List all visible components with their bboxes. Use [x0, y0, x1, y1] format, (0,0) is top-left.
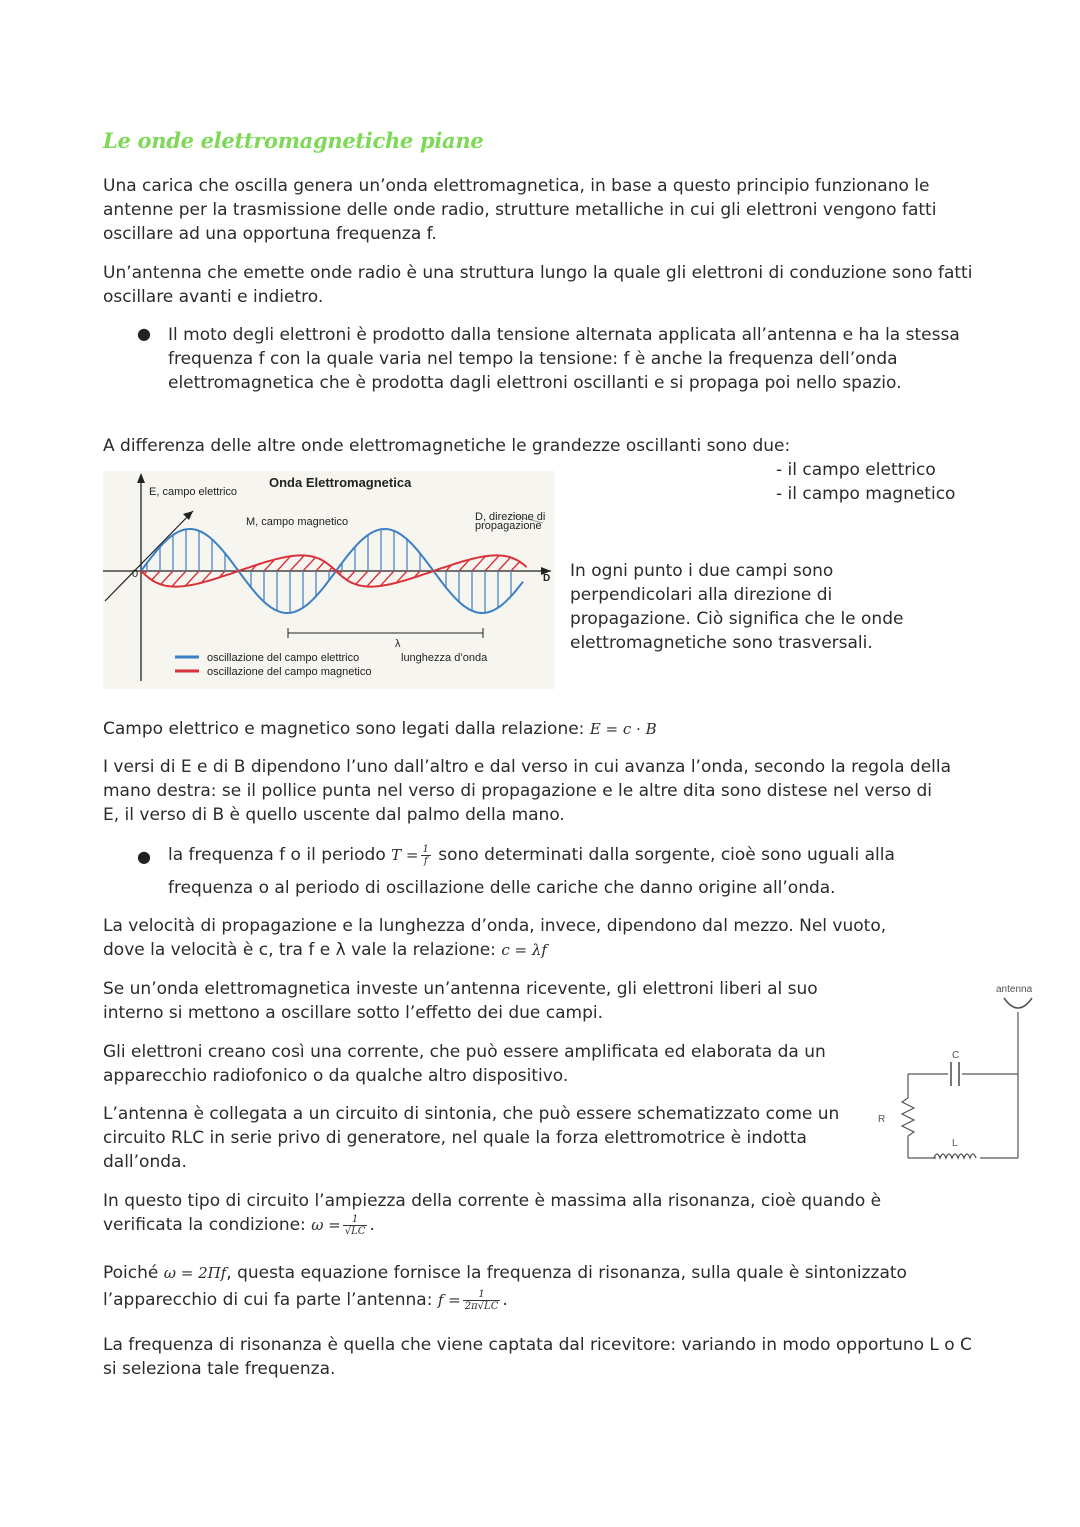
resistor-icon: [902, 1098, 914, 1136]
paragraph-right-hand: I versi di E e di B dipendono l’uno dall’altro e dal verso in cui avanza l’onda, secondo la regola della mano destra: se il pollice punta nel verso di propagazione e le altre dita sono distese nel verso di E, il verso di B è quello uscente dal palmo della mano.: [103, 757, 952, 825]
propagation-label-1: D, direzione di: [475, 511, 546, 523]
rlc-circuit-diagram: [868, 978, 1058, 1173]
omega-formula: ω =: [311, 1216, 341, 1234]
period-fraction: [421, 844, 431, 867]
bullet-frequency-line2: frequenza o al periodo di oscillazione delle cariche che danno origine all’onda.: [168, 878, 836, 898]
paragraph-speed-line1: La velocità di propagazione e la lunghezza d’onda, invece, dipendono dal mezzo. Nel vuoto,: [103, 916, 887, 936]
figure-title: Onda Elettromagnetica: [269, 475, 412, 490]
paragraph-e-cb: [103, 717, 1003, 741]
legend-m-label: oscillazione del campo magnetico: [207, 666, 372, 678]
frequency-fraction: [463, 1289, 501, 1312]
antenna-icon: [1004, 998, 1032, 1008]
omega-2pif-formula: ω = 2Πf: [163, 1264, 227, 1282]
omega-text-b: , questa equazione fornisce la frequenza di risonanza, sulla quale è sintonizzato: [226, 1263, 907, 1283]
bullet-frequency-text-a: la frequenza f o il periodo: [168, 845, 392, 865]
inductor-label: L: [952, 1138, 958, 1149]
propagation-label-2: propagazione: [475, 520, 542, 532]
omega-text-c: l’apparecchio di cui fa parte l’antenna:: [103, 1290, 438, 1310]
paragraph-speed-line2: [103, 938, 1003, 962]
paragraph-resonance-line1: In questo tipo di circuito l’ampiezza della corrente è massima alla risonanza, cioè quando è: [103, 1191, 882, 1211]
bullet-marker: ●: [137, 324, 151, 343]
bullet-frequency-text-b: sono determinati dalla sorgente, cioè sono uguali alla: [432, 845, 895, 865]
e-field-axis-label: E, campo elettrico: [149, 486, 238, 498]
fraction-numerator: 1: [422, 843, 429, 855]
paragraph-omega-line1: [103, 1261, 1003, 1285]
paragraph-transverse: In ogni punto i due campi sono perpendicolari alla direzione di propagazione. Ciò significa che le onde elettromagnetiche sono trasversali.: [570, 561, 904, 653]
em-wave-figure: [103, 471, 555, 689]
d-axis-label: D: [543, 573, 551, 584]
lambda-symbol: λ: [395, 638, 401, 650]
omega-fraction: [343, 1214, 368, 1237]
fraction-numerator: 1: [463, 1289, 501, 1301]
paragraph-resonance-line2: verificata la condizione: ω = $\frac{1}{√LC}$ .: [103, 1213, 375, 1237]
relation-text: Campo elettrico e magnetico sono legati dalla relazione:: [103, 719, 590, 739]
frequency-formula: f =: [437, 1291, 461, 1309]
page-title: Le onde elettromagnetiche piane: [103, 128, 484, 153]
m-field-axis-label: M, campo magnetico: [246, 516, 349, 528]
paragraph-rlc: L’antenna è collegata a un circuito di sintonia, che può essere schematizzato come un circuito RLC in serie privo di generatore, nel quale la forza elettromotrice è indotta dall’onda.: [103, 1104, 840, 1172]
list-electric-field: - il campo elettrico: [776, 460, 936, 480]
bullet-marker: ●: [137, 847, 151, 866]
omega-text-a: Poiché: [103, 1263, 164, 1283]
speed-text: dove la velocità è c, tra f e λ vale la relazione:: [103, 940, 502, 960]
paragraph-current: Gli elettroni creano così una corrente, che può essere amplificata ed elaborata da un apparecchio radiofonico o da qualche altro dispositivo.: [103, 1042, 826, 1086]
paragraph-omega-line2: l’apparecchio di cui fa parte l’antenna: f = $\frac{1}{2\pi√LC}$ .: [103, 1288, 508, 1312]
fraction-denominator: √LC: [344, 1225, 366, 1237]
paragraph-antenna: Un’antenna che emette onde radio è una struttura lungo la quale gli elettroni di conduzione sono fatti oscillare avanti e indietro.: [103, 263, 973, 307]
paragraph-selection: La frequenza di risonanza è quella che viene captata dal ricevitore: variando in modo opportuno L o C si seleziona tale frequenza.: [103, 1335, 972, 1379]
bullet-frequency-line1: [168, 843, 988, 867]
period-formula: T =: [391, 846, 419, 864]
fraction-numerator: 1: [343, 1214, 368, 1226]
paragraph-two-fields: A differenza delle altre onde elettromagnetiche le grandezze oscillanti sono due:: [103, 436, 791, 456]
bullet-electrons: Il moto degli elettroni è prodotto dalla tensione alternata applicata all’antenna e ha la stessa frequenza f con la quale varia nel tempo la tensione: f è anche la frequenza dell’onda elettromagnetica che è prodotta dagli elettroni oscillanti e si propaga poi nello spazio.: [168, 325, 960, 393]
origin-label: 0: [132, 568, 139, 580]
fraction-denominator: 2π√LC: [464, 1300, 499, 1312]
fraction-denominator: f: [423, 855, 428, 867]
relation-formula: E = c · B: [589, 720, 657, 738]
antenna-label: antenna: [996, 984, 1033, 995]
resistor-label: R: [878, 1114, 886, 1125]
speed-formula: c = λf: [501, 941, 547, 959]
capacitor-label: C: [952, 1050, 960, 1061]
legend-e-label: oscillazione del campo elettrico: [207, 652, 360, 664]
wavelength-label: lunghezza d’onda: [401, 652, 488, 664]
paragraph-receiver: Se un’onda elettromagnetica investe un’antenna ricevente, gli elettroni liberi al suo interno si mettono a oscillare sotto l’effetto dei due campi.: [103, 979, 818, 1023]
em-wave-diagram: [103, 471, 555, 689]
resonance-text: verificata la condizione:: [103, 1215, 312, 1235]
paragraph-intro: Una carica che oscilla genera un’onda elettromagnetica, in base a questo principio funzionano le antenne per la trasmissione delle onde radio, strutture metalliche in cui gli elettroni vengono fatti oscillare ad una opportuna frequenza f.: [103, 176, 937, 244]
list-magnetic-field: - il campo magnetico: [776, 484, 956, 504]
